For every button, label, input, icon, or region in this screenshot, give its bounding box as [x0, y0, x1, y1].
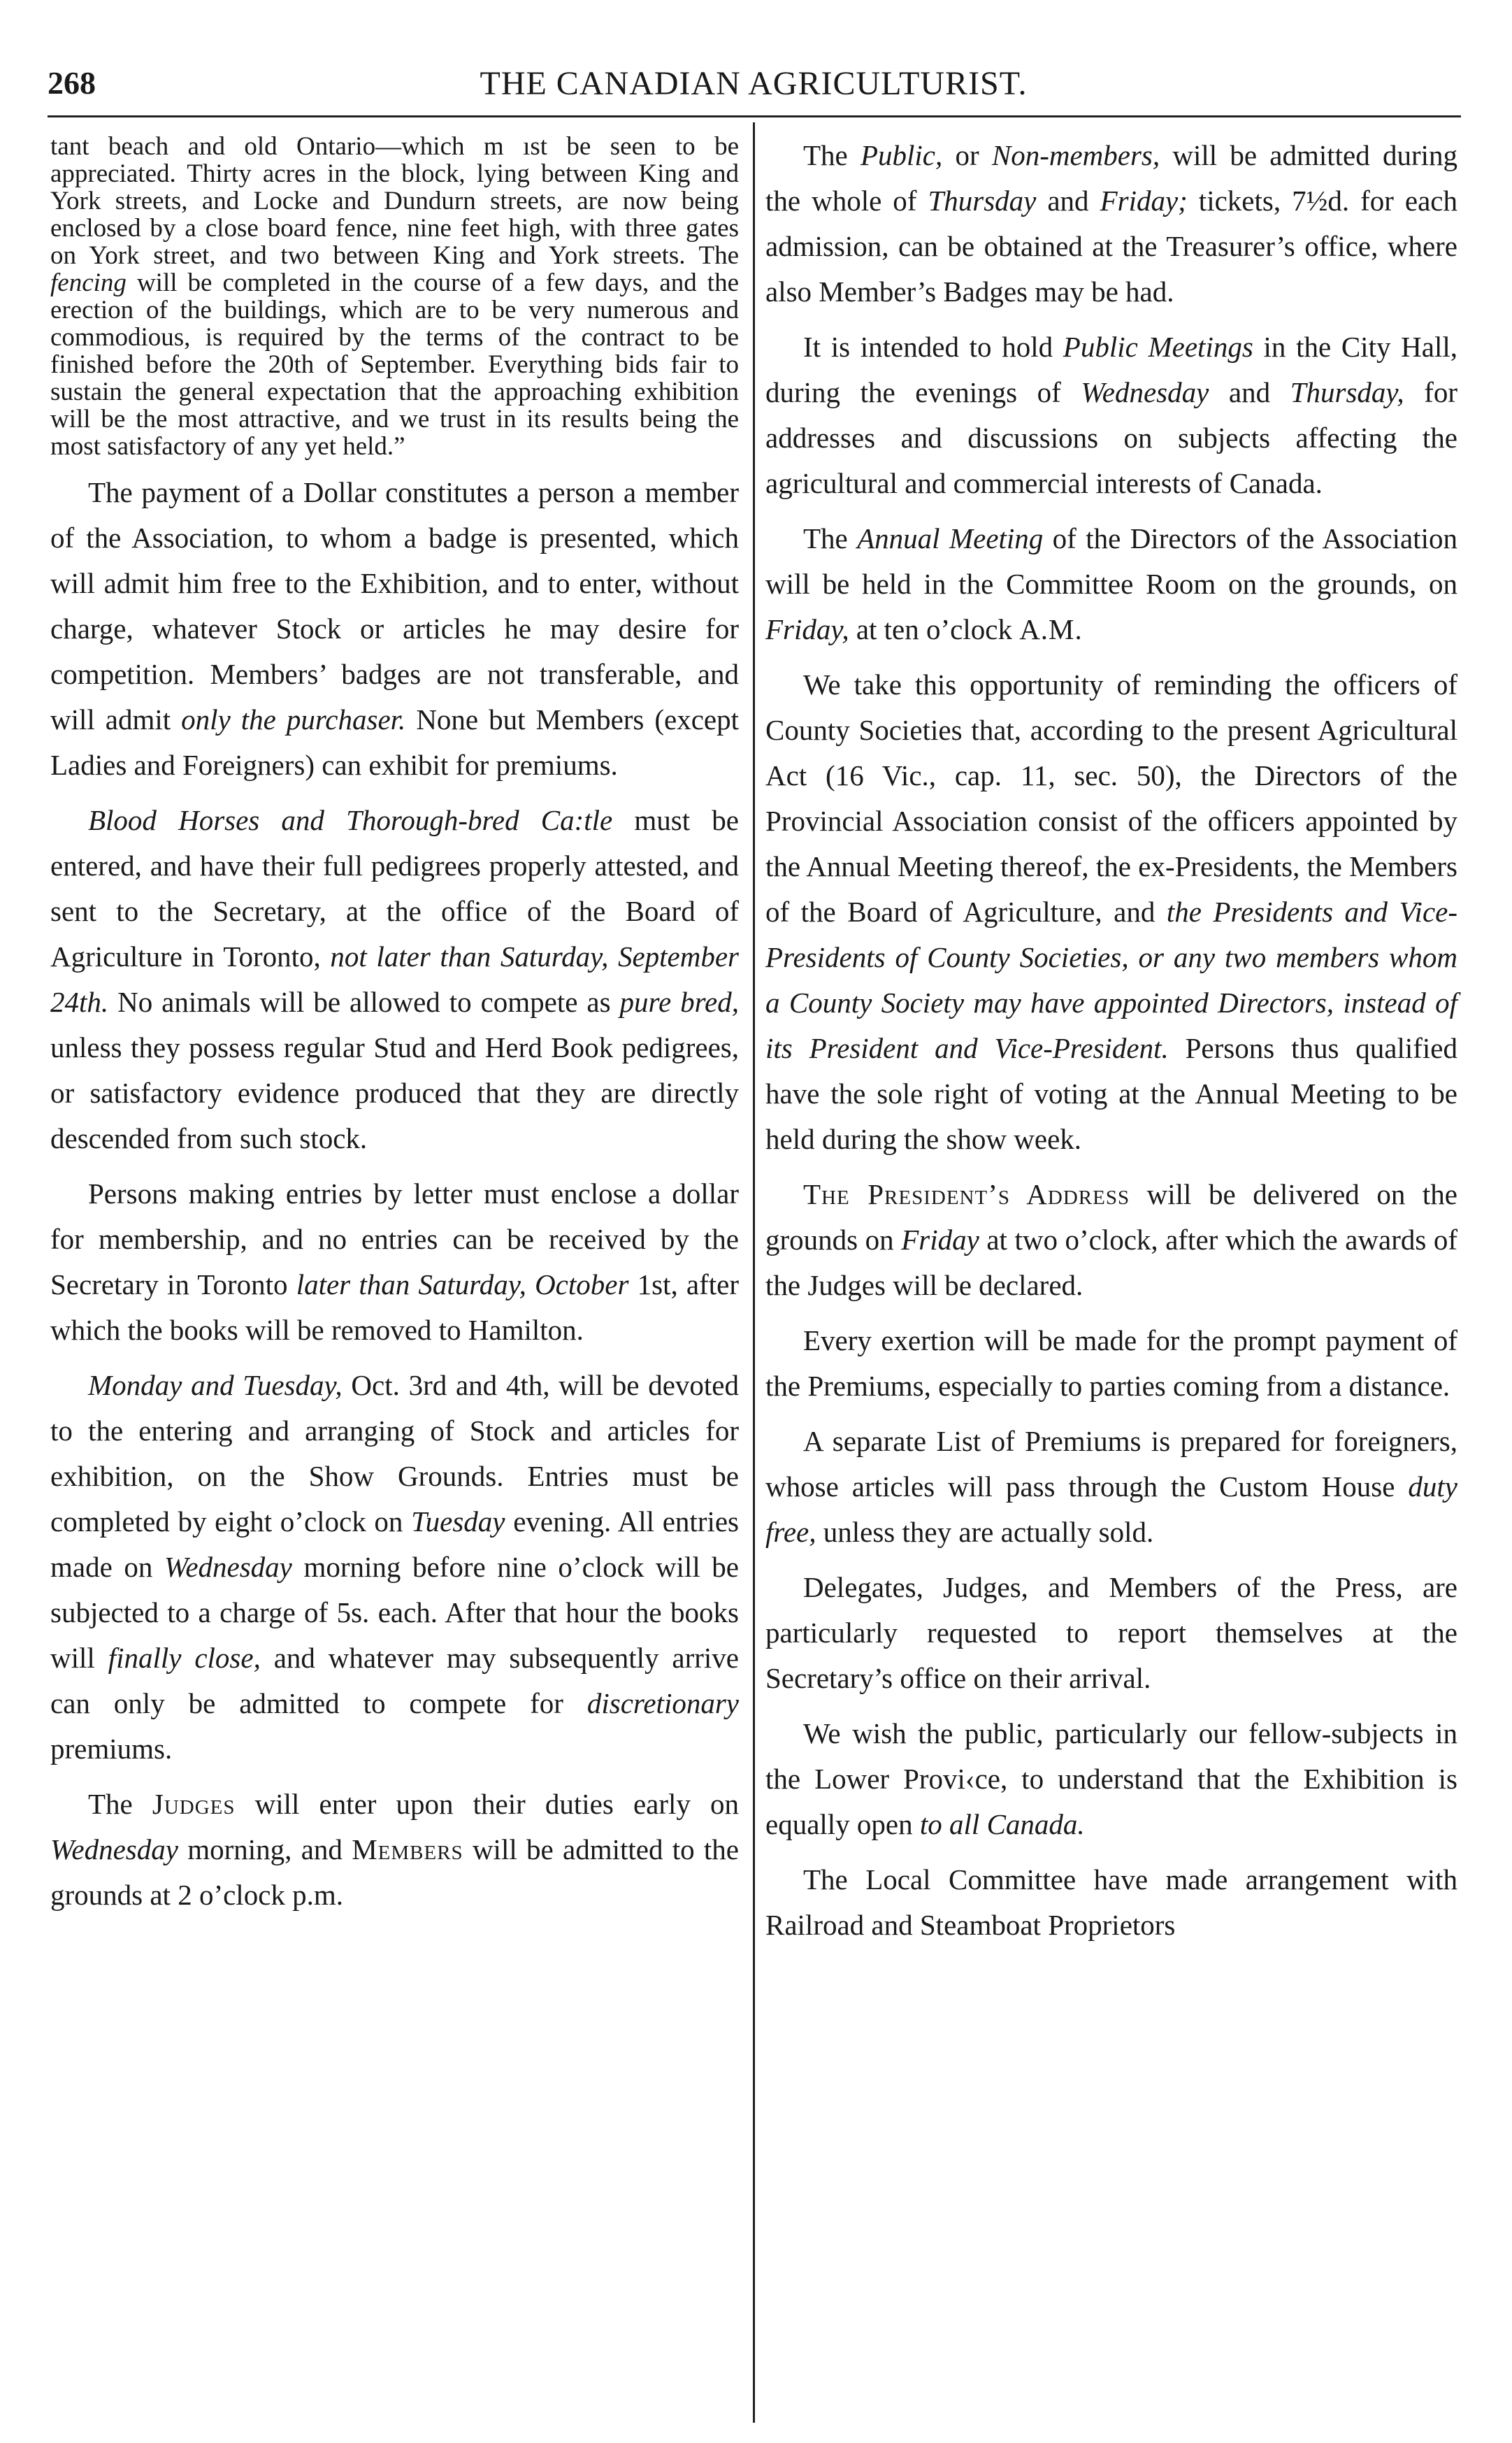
- italic-text: Annual Meeting: [857, 522, 1044, 554]
- text-run: for addresses and discussions on subjects affecting the agricultural and commercial interests of Canada.: [765, 376, 1458, 499]
- small-caps-text: Judges: [152, 1788, 236, 1820]
- paragraph: [765, 1318, 1457, 1409]
- paragraph: [50, 798, 739, 1161]
- text-run: morning, and: [178, 1833, 352, 1865]
- italic-text: Tuesday: [411, 1505, 505, 1538]
- paragraph: [765, 324, 1457, 506]
- text-run: morning before nine o’clock will be subjected to a charge of 5s. each. After that hour the books will: [50, 1551, 739, 1674]
- text-run: in the City Hall, during the evenings of: [765, 331, 1457, 408]
- italic-text: Friday: [901, 1224, 979, 1256]
- italic-text: Non-members,: [991, 139, 1160, 171]
- text-run: None but Members (except Ladies and Foreigners) can exhibit for premiums.: [50, 703, 740, 781]
- small-caps-text: The President’s Address: [803, 1178, 1130, 1210]
- italic-text: pure bred,: [619, 986, 739, 1018]
- italic-text: Friday;: [1100, 185, 1188, 217]
- italic-text: fencing: [50, 268, 127, 297]
- italic-text: Thursday: [928, 185, 1037, 217]
- small-caps-text: Members: [352, 1833, 463, 1865]
- italic-text: duty free,: [765, 1470, 1457, 1548]
- text-run: The Local Committee have made arrangement with Railroad and Steamboat Proprietors: [765, 1863, 1457, 1941]
- text-run: evening. All entries made on: [50, 1505, 740, 1583]
- text-run: will be delivered on the grounds on: [765, 1178, 1457, 1256]
- text-run: tickets, 7½d. for each admission, can be obtained at the Treasurer’s office, where also Member’s Badges may be had.: [765, 185, 1457, 308]
- text-run: The: [803, 522, 858, 554]
- italic-text: the Presidents and Vice-Presidents of County Societies, or any two members whom a County Society may have appointed Directors, instead of its President and Vice-President.: [765, 896, 1457, 1064]
- italic-text: not later than Saturday, September 24th.: [50, 940, 739, 1018]
- paragraph: [765, 1419, 1457, 1555]
- italic-text: Wednesday: [50, 1833, 178, 1865]
- text-run: Delegates, Judges, and Members of the Press, are particularly requested to report themselves at the Secretary’s office on their arrival.: [765, 1571, 1457, 1694]
- text-run: at two o’clock, after which the awards of the Judges will be declared.: [765, 1224, 1457, 1301]
- paragraph: [765, 662, 1457, 1162]
- page-number: 268: [48, 65, 96, 101]
- paragraph: [765, 1172, 1457, 1308]
- italic-text: only the purchaser.: [181, 703, 406, 736]
- text-run: will be admitted during the whole of: [765, 139, 1458, 217]
- text-run: and: [1209, 376, 1290, 408]
- header-rule: [48, 115, 1461, 117]
- text-run: Oct. 3rd and 4th, will be devoted to the entering and arranging of Stock and articles for exhibition, on the Show Grounds. Entries must be completed by eight o’clock on: [50, 1369, 739, 1538]
- text-run: unless they are actually sold.: [816, 1516, 1154, 1548]
- text-run: of the Directors of the Association will be held in the Committee Room on the grounds, on: [765, 522, 1457, 600]
- italic-text: Thursday,: [1290, 376, 1404, 408]
- column-divider: [753, 122, 755, 2423]
- text-run: or: [942, 139, 992, 171]
- italic-text: Friday,: [765, 613, 849, 645]
- italic-text: Monday and Tuesday,: [88, 1369, 343, 1401]
- text-run: unless they possess regular Stud and Herd Book pedigrees, or satisfactory evidence produced that they are directly descended from such stock.: [50, 1031, 739, 1154]
- paragraph: [50, 133, 739, 460]
- text-run: Persons thus qualified have the sole right of voting at the Annual Meeting to be held during the show week.: [765, 1032, 1458, 1155]
- text-run: will be admitted to the grounds at 2 o’clock p.m.: [50, 1833, 739, 1911]
- text-run: must be entered, and have their full pedigrees properly attested, and sent to the Secretary, at the office of the Board of Agriculture in Toronto,: [50, 804, 739, 973]
- paragraph: [50, 470, 739, 788]
- italic-text: Public,: [860, 139, 943, 171]
- text-run: Every exertion will be made for the prompt payment of the Premiums, especially to parties coming from a distance.: [765, 1324, 1457, 1402]
- paragraph: [50, 1171, 739, 1353]
- text-run: premiums.: [50, 1733, 173, 1765]
- text-run: will be completed in the course of a few days, and the erection of the buildings, which are to be very numerous and commodious, is required by the terms of the contract to be finished before the 20th of September. Everything bids fair to sustain the general expectation that the approaching exhibition will be the most attractive, and we trust in its results being the most satisfactory of any yet held.”: [50, 268, 739, 461]
- small-caps-text: A.M.: [1019, 613, 1083, 645]
- text-run: The: [88, 1788, 152, 1820]
- paragraph: [765, 1711, 1457, 1847]
- running-head: THE CANADIAN AGRICULTURIST.: [480, 65, 1028, 102]
- paragraph: [50, 1782, 739, 1918]
- paragraph: [50, 1363, 739, 1772]
- text-run: and whatever may subsequently arrive can only be admitted to compete for: [50, 1642, 739, 1719]
- italic-text: Wednesday: [1081, 376, 1209, 408]
- right-column: [765, 133, 1457, 1948]
- text-run: will enter upon their duties early on: [235, 1788, 739, 1820]
- paragraph: [765, 516, 1457, 652]
- text-run: A separate List of Premiums is prepared for foreigners, whose articles will pass through the Custom House: [765, 1425, 1457, 1503]
- italic-text: later than Saturday, October: [296, 1268, 629, 1301]
- text-run: tant beach and old Ontario—which m ıst be seen to be appreciated. Thirty acres in the block, lying between King and York streets, and Locke and Dundurn streets, are now being enclosed by a close board fence, nine feet high, with three gates on York street, and two between King and York streets. The: [50, 132, 739, 270]
- text-run: We wish the public, particularly our fellow-subjects in the Lower Provi‹ce, to understand that the Exhibition is equally open: [765, 1717, 1457, 1840]
- italic-text: discretionary: [586, 1687, 739, 1719]
- text-run: and: [1036, 185, 1100, 217]
- text-run: Persons making entries by letter must enclose a dollar for membership, and no entries can be received by the Secretary in Toronto: [50, 1177, 739, 1301]
- paragraph: [765, 1857, 1457, 1948]
- left-column: [50, 133, 739, 1918]
- italic-text: to all Canada.: [919, 1808, 1085, 1840]
- paragraph: [765, 133, 1457, 315]
- text-run: 1st, after which the books will be removed to Hamilton.: [50, 1268, 739, 1346]
- italic-text: Wednesday: [164, 1551, 292, 1583]
- text-run: It is intended to hold: [803, 331, 1063, 363]
- italic-text: finally close,: [108, 1642, 261, 1674]
- text-run: at ten o’clock: [849, 613, 1020, 645]
- text-run: The payment of a Dollar constitutes a person a member of the Association, to whom a badge is presented, which will admit him free to the Exhibition, and to enter, without charge, whatever Stock or articles he may desire for competition. Members’ badges are not transferable, and will admit: [50, 476, 739, 736]
- italic-text: Public Meetings: [1063, 331, 1253, 363]
- paragraph: [765, 1565, 1457, 1701]
- text-run: We take this opportunity of reminding the officers of County Societies that, according to the present Agricultural Act (16 Vic., cap. 11, sec. 50), the Directors of the Provincial Association consist of the officers appointed by the Annual Meeting thereof, the ex-Presidents, the Members of the Board of Agriculture, and: [765, 668, 1457, 928]
- italic-text: Blood Horses and Thorough-bred Ca:tle: [88, 804, 613, 836]
- text-run: No animals will be allowed to compete as: [108, 986, 620, 1018]
- page-header: [48, 64, 1460, 113]
- text-run: The: [803, 139, 861, 171]
